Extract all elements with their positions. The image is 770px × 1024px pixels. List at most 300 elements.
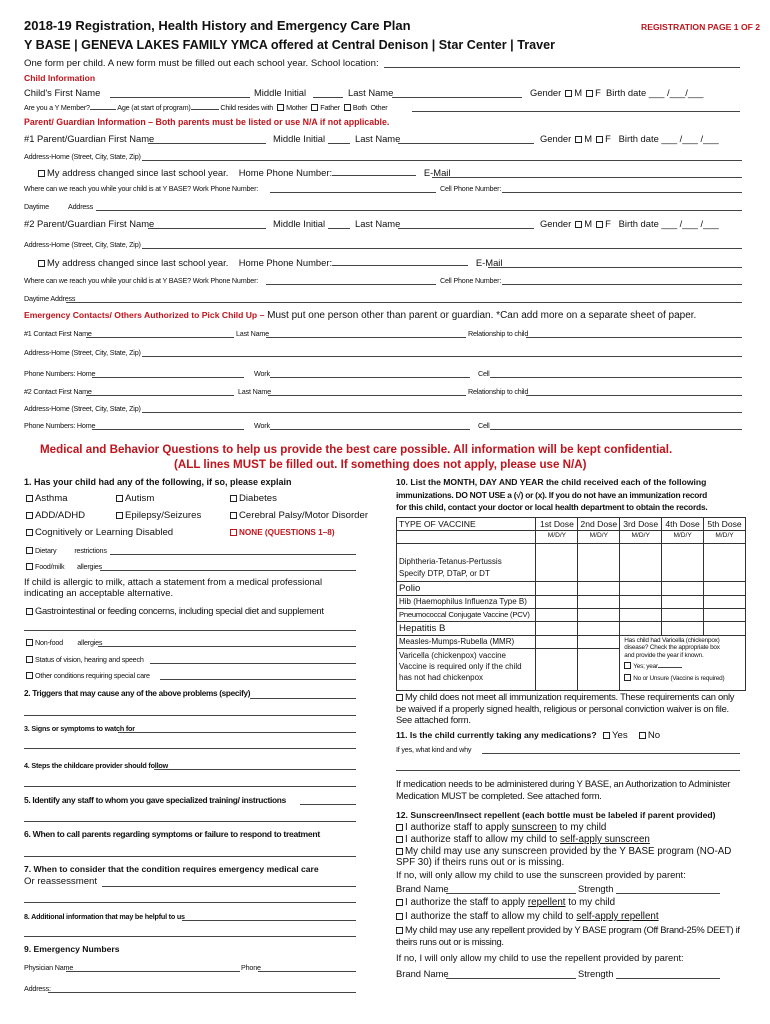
c2-last-field[interactable] xyxy=(268,395,466,396)
status-field[interactable] xyxy=(150,663,356,664)
repellent-row2 xyxy=(396,911,659,922)
p2-gender-f-checkbox[interactable] xyxy=(596,221,603,228)
c1-home-phone-field[interactable] xyxy=(92,377,244,378)
f-label: F xyxy=(605,218,611,229)
c2-address-label: Address-Home (Street, City, State, Zip) xyxy=(24,404,141,413)
vaccine-row-hib xyxy=(397,596,746,609)
age-label: Age (at start of program) xyxy=(117,103,191,112)
dose-cell[interactable] xyxy=(662,582,704,596)
cond-asthma xyxy=(22,493,68,504)
dose5-header: 5th Dose xyxy=(704,518,746,531)
age-field[interactable] xyxy=(191,109,219,110)
var-label-3: has not had chickenpox xyxy=(399,673,484,682)
no-unsure-label: No or Unsure (Vaccine is required) xyxy=(633,674,725,682)
autism-label: Autism xyxy=(125,493,155,504)
q7-field-2[interactable] xyxy=(24,902,356,903)
q8-field-2[interactable] xyxy=(24,936,356,937)
child-last-name-label: Last Name xyxy=(348,87,394,98)
c1-cell-label: Cell xyxy=(478,369,490,378)
varicella-disease-cell xyxy=(620,636,746,691)
c1-work-label: Work xyxy=(254,369,270,378)
vaccine-row-hepb xyxy=(397,622,746,636)
guardian-heading: Parent/ Guardian Information – Both parents must be listed or use N/A if not applicable. xyxy=(24,117,390,127)
dose-cell[interactable] xyxy=(536,622,578,636)
gender-m-checkbox[interactable] xyxy=(565,90,572,97)
blank-cell xyxy=(397,531,536,544)
dose1-header: 1st Dose xyxy=(536,518,578,531)
vaccine-row-dtp xyxy=(397,544,746,582)
varicella-cell xyxy=(397,649,536,691)
q11-row xyxy=(396,730,660,741)
foodmilk-field[interactable] xyxy=(100,570,356,571)
p2-email-field[interactable] xyxy=(488,267,742,268)
member-field[interactable] xyxy=(90,109,116,110)
emergency-heading-note: Must put one person other than parent or guardian. *Can add more on a separate sheet of paper. xyxy=(267,310,697,321)
repellent-if-no: If no, I will only allow my child to use the repellent provided by parent: xyxy=(396,952,684,963)
self-apply-sunscreen-word: self-apply sunscreen xyxy=(560,834,650,845)
dtp-specify: Specify DTP, DTaP, or DT xyxy=(399,569,490,578)
p2-cell-label: Cell Phone Number: xyxy=(440,276,502,285)
mother-checkbox[interactable] xyxy=(277,104,284,111)
none-checkbox[interactable] xyxy=(230,529,237,536)
cognitive-checkbox[interactable] xyxy=(26,529,33,536)
c1-last-field[interactable] xyxy=(266,337,466,338)
diabetes-checkbox[interactable] xyxy=(230,495,237,502)
m-label: M xyxy=(584,133,593,144)
p2-middle-initial-field[interactable] xyxy=(328,228,350,229)
c1-first-label: #1 Contact First Name xyxy=(24,329,92,338)
dose-cell[interactable] xyxy=(662,596,704,609)
dietary-checkbox[interactable] xyxy=(26,547,33,554)
mdy-row xyxy=(397,531,746,544)
p2-middle-initial-label: Middle Initial xyxy=(273,218,326,229)
dtp-label: Diphtheria-Tetanus-Pertussis xyxy=(399,557,502,566)
c1-address-label: Address-Home (Street, City, State, Zip) xyxy=(24,348,141,357)
sunscreen-row1 xyxy=(396,822,606,833)
hib-label: Hib (Haemophilus Influenza Type B) xyxy=(397,596,536,609)
address-changed-label: My address changed since last school year. xyxy=(47,167,229,178)
f-label: F xyxy=(605,133,611,144)
medical-subheading: (ALL lines MUST be filled out. If something does not apply, please use N/A) xyxy=(174,458,587,471)
cond-epilepsy xyxy=(112,510,201,521)
p2-home-phone-field[interactable] xyxy=(332,265,468,266)
q3-field-2[interactable] xyxy=(24,748,356,749)
diabetes-label: Diabetes xyxy=(239,493,277,504)
p1-reach-label: Where can we reach you while your child is at Y BASE? Work Phone Number: xyxy=(24,184,259,193)
birth-date-label: Birth date ___ /___ /___ xyxy=(618,133,719,144)
dose-cell[interactable] xyxy=(578,582,620,596)
autism-checkbox[interactable] xyxy=(116,495,123,502)
emergency-heading xyxy=(24,310,696,321)
milk-note: If child is allergic to milk, attach a statement from a medical professional indicating an acceptable alternative. xyxy=(24,576,323,598)
child-middle-initial-field[interactable] xyxy=(313,97,343,98)
q5-field-2[interactable] xyxy=(24,821,356,822)
polio-label: Polio xyxy=(397,582,536,596)
dose-cell[interactable] xyxy=(662,544,704,582)
q3-label: 3. Signs or symptoms to watch for xyxy=(24,724,135,733)
p2-first-name-field[interactable] xyxy=(148,228,266,229)
birth-date-label: Birth date ___ /___/___ xyxy=(606,87,704,98)
c1-first-field[interactable] xyxy=(86,337,234,338)
p2-address-field[interactable] xyxy=(142,248,742,249)
cond-diabetes xyxy=(226,493,277,504)
dose-cell[interactable] xyxy=(704,596,746,609)
cond-cp xyxy=(226,510,368,521)
q5-label: 5. Identify any staff to whom you gave specialized training/ instructions xyxy=(24,795,286,805)
apply-sunscreen-checkbox[interactable] xyxy=(396,824,403,831)
pcv-label: Pneumococcal Conjugate Vaccine (PCV) xyxy=(397,609,536,622)
self-apply-sunscreen-checkbox[interactable] xyxy=(396,836,403,843)
q3-field[interactable] xyxy=(118,732,356,733)
cp-label: Cerebral Palsy/Motor Disorder xyxy=(239,510,369,521)
f-label: F xyxy=(595,87,601,98)
mdy-cell: M/D/Y xyxy=(662,531,704,544)
p2-cell-field[interactable] xyxy=(502,284,742,285)
dose-cell[interactable] xyxy=(620,596,662,609)
sunscreen-row2 xyxy=(396,834,650,845)
member-label: Are you a Y Member? xyxy=(24,103,90,112)
restrictions-label: restrictions xyxy=(74,546,107,555)
special-checkbox[interactable] xyxy=(26,672,33,679)
repellent-word: repellent xyxy=(527,897,566,908)
c1-last-label: Last Name xyxy=(236,329,269,338)
status-checkbox[interactable] xyxy=(26,656,33,663)
allow-self-label: I authorize staff to allow my child to xyxy=(405,834,558,845)
c1-cell-field[interactable] xyxy=(490,377,742,378)
none-label: NONE (QUESTIONS 1–8) xyxy=(239,528,335,537)
m-label: M xyxy=(574,87,583,98)
repellent-brand-field[interactable] xyxy=(446,978,576,979)
physician-address-field[interactable] xyxy=(48,992,356,993)
dose-cell[interactable] xyxy=(578,622,620,636)
allergies-label: allergies xyxy=(76,562,102,571)
q11-label: 11. Is the child currently taking any medications? xyxy=(396,730,597,740)
p2-first-name-label: #2 Parent/Guardian First Name xyxy=(24,218,155,229)
dose-cell[interactable] xyxy=(578,636,620,649)
p1-gender-f-checkbox[interactable] xyxy=(596,136,603,143)
p1-home-phone-field[interactable] xyxy=(332,175,416,176)
dose-cell[interactable] xyxy=(704,609,746,622)
q6-field[interactable] xyxy=(24,856,356,857)
p2-changed-row xyxy=(34,257,502,268)
q7b-label: Or reassessment xyxy=(24,876,98,887)
p1-changed-row xyxy=(34,167,450,178)
no-label: No xyxy=(647,730,661,741)
q7-field[interactable] xyxy=(102,886,356,887)
dietary-field[interactable] xyxy=(110,554,356,555)
meds-yes-checkbox[interactable] xyxy=(603,732,610,739)
p1-cell-label: Cell Phone Number: xyxy=(440,184,502,193)
var-label-2: Vaccine is required only if the child xyxy=(399,662,522,671)
c1-relationship-label: Relationship to child xyxy=(468,329,529,338)
var-note-2: disease? Check the appropriate box xyxy=(624,644,720,652)
dose-cell[interactable] xyxy=(620,609,662,622)
child-last-name-field[interactable] xyxy=(392,97,522,98)
hepb-label: Hepatitis B xyxy=(397,622,536,636)
nonfood-label: Non-food xyxy=(35,638,63,647)
waiver-checkbox[interactable] xyxy=(396,694,403,701)
varicella-year-field[interactable] xyxy=(658,667,682,668)
dose-cell[interactable] xyxy=(704,544,746,582)
yes-label: Yes xyxy=(611,730,628,741)
p1-last-name-field[interactable] xyxy=(398,143,534,144)
q9-label: 9. Emergency Numbers xyxy=(24,944,120,954)
p2-daytime-address-field[interactable] xyxy=(66,302,742,303)
apply-repellent-checkbox[interactable] xyxy=(396,899,403,906)
child-middle-initial-label: Middle Initial xyxy=(254,87,307,98)
cond-autism xyxy=(112,493,154,504)
adhd-label: ADD/ADHD xyxy=(35,510,86,521)
mdy-cell: M/D/Y xyxy=(704,531,746,544)
child-info-heading: Child Information xyxy=(24,73,96,83)
dose-cell[interactable] xyxy=(536,544,578,582)
p1-address-changed-checkbox[interactable] xyxy=(38,170,45,177)
c2-first-label: #2 Contact First Name xyxy=(24,387,92,396)
q4-label: 4. Steps the childcare provider should follow xyxy=(24,761,168,770)
vaccine-header-row xyxy=(397,518,746,531)
c2-address-field[interactable] xyxy=(142,412,742,413)
p1-gender-m-checkbox[interactable] xyxy=(575,136,582,143)
yes-year-label: Yes; year xyxy=(633,663,658,671)
dose-cell[interactable] xyxy=(578,609,620,622)
q6-label: 6. When to call parents regarding symptoms or failure to respond to treatment xyxy=(24,829,320,839)
meds-kind-field-2[interactable] xyxy=(396,770,740,771)
dose-cell[interactable] xyxy=(536,582,578,596)
q10-line1: 10. List the MONTH, DAY AND YEAR the child received each of the following xyxy=(396,477,707,487)
dose-cell[interactable] xyxy=(662,622,704,636)
child-row2 xyxy=(24,103,387,112)
p1-address-field[interactable] xyxy=(142,160,742,161)
repellent-strength-field[interactable] xyxy=(616,978,720,979)
sunscreen-brand-field[interactable] xyxy=(446,893,576,894)
waiver-text: My child does not meet all immunization requirements. These requirements can only be waived if a properly signed health, religious or personal conviction waiver is on file. See attached form. xyxy=(396,691,735,725)
resides-label: Child resides with xyxy=(220,103,274,112)
sunscreen-row3 xyxy=(396,846,746,868)
adhd-checkbox[interactable] xyxy=(26,512,33,519)
q7-label: 7. When to consider that the condition requires emergency medical care xyxy=(24,864,319,874)
dtp-cell xyxy=(397,544,536,582)
dose-cell[interactable] xyxy=(704,622,746,636)
child-first-name-label: Child's First Name xyxy=(24,87,101,98)
father-checkbox[interactable] xyxy=(311,104,318,111)
c1-relationship-field[interactable] xyxy=(526,337,742,338)
dose-cell[interactable] xyxy=(536,609,578,622)
p1-work-phone-field[interactable] xyxy=(270,192,436,193)
nonfood-checkbox[interactable] xyxy=(26,639,33,646)
dose4-header: 4th Dose xyxy=(662,518,704,531)
home-phone-label: Home Phone Number: xyxy=(238,257,333,268)
p1-daytime-label: Daytime xyxy=(24,202,49,211)
varicella-yes-checkbox[interactable] xyxy=(624,662,631,669)
auth-repellent2-label: I authorize the staff to allow my child to xyxy=(405,911,574,922)
varicella-no-checkbox[interactable] xyxy=(624,674,631,681)
c2-work-field[interactable] xyxy=(270,429,470,430)
vaccine-table xyxy=(396,517,746,691)
dose-cell[interactable] xyxy=(536,596,578,609)
repellent-row3 xyxy=(396,924,746,948)
both-label: Both xyxy=(352,103,367,112)
sunscreen-if-no: If no, will only allow my child to use the sunscreen provided by parent: xyxy=(396,869,686,880)
mdy-cell: M/D/Y xyxy=(620,531,662,544)
asthma-checkbox[interactable] xyxy=(26,495,33,502)
to-child-label: to my child xyxy=(568,897,616,908)
self-apply-repellent-checkbox[interactable] xyxy=(396,913,403,920)
mother-label: Mother xyxy=(286,103,308,112)
q8-field[interactable] xyxy=(182,920,356,921)
physician-address-label: Address: xyxy=(24,984,51,993)
to-child-label: to my child xyxy=(559,822,607,833)
both-checkbox[interactable] xyxy=(344,104,351,111)
birth-date-label: Birth date ___ /___ /___ xyxy=(618,218,719,229)
physician-phone-label: Phone xyxy=(241,963,261,972)
any-sunscreen-checkbox[interactable] xyxy=(396,848,403,855)
mdy-cell: M/D/Y xyxy=(536,531,578,544)
gi-label: Gastrointestinal or feeding concerns, including special diet and supplement xyxy=(35,605,324,616)
p1-middle-initial-field[interactable] xyxy=(328,143,350,144)
mmr-label: Measles-Mumps-Rubella (MMR) xyxy=(397,636,536,649)
allergies-label: allergies xyxy=(77,638,103,647)
p2-last-name-label: Last Name xyxy=(355,218,401,229)
c1-phone-label: Phone Numbers: Home xyxy=(24,369,96,378)
if-yes-label: If yes, what kind and why xyxy=(396,745,472,754)
gi-field[interactable] xyxy=(24,630,356,631)
q12-text: 12. Sunscreen/Insect repellent (each bottle must be labeled if parent provided) xyxy=(396,810,716,820)
q2-field[interactable] xyxy=(250,698,356,699)
p1-first-name-field[interactable] xyxy=(148,143,266,144)
dose-cell[interactable] xyxy=(536,636,578,649)
foodmilk-checkbox[interactable] xyxy=(26,563,33,570)
physician-field[interactable] xyxy=(66,971,240,972)
resides-other-field[interactable] xyxy=(412,111,740,112)
dietary-label: Dietary xyxy=(35,546,57,555)
q2-label: 2. Triggers that may cause any of the above problems (specify) xyxy=(24,689,251,698)
epilepsy-label: Epilepsy/Seizures xyxy=(125,510,202,521)
home-phone-label: Home Phone Number: xyxy=(238,167,333,178)
p1-gender xyxy=(540,133,719,144)
cond-none xyxy=(226,528,335,537)
q5-field[interactable] xyxy=(300,804,356,805)
p1-cell-field[interactable] xyxy=(502,192,742,193)
c2-work-label: Work xyxy=(254,421,270,430)
repellent-strength-label: Strength xyxy=(578,968,614,979)
meds-kind-field[interactable] xyxy=(482,753,740,754)
gender-label: Gender xyxy=(540,218,572,229)
dose-cell[interactable] xyxy=(620,544,662,582)
p1-daytime-address-field[interactable] xyxy=(96,210,742,211)
p2-address-label: Address-Home (Street, City, State, Zip) xyxy=(24,240,141,249)
p1-middle-initial-label: Middle Initial xyxy=(273,133,326,144)
c2-phone-label: Phone Numbers: Home xyxy=(24,421,96,430)
q4-field-2[interactable] xyxy=(24,786,356,787)
c2-relationship-field[interactable] xyxy=(526,395,742,396)
sunscreen-strength-field[interactable] xyxy=(616,893,720,894)
p1-first-name-label: #1 Parent/Guardian First Name xyxy=(24,133,155,144)
q8-label: 8. Additional information that may be helpful to us xyxy=(24,912,185,921)
p2-reach-label: Where can we reach you while your child is at Y BASE? Work Phone Number: xyxy=(24,276,259,285)
cp-checkbox[interactable] xyxy=(230,512,237,519)
asthma-label: Asthma xyxy=(35,493,68,504)
dose-cell[interactable] xyxy=(662,609,704,622)
any-repellent-label: My child may use any repellent provided by Y BASE program (Off Brand-25% DEET) if theirs runs out or is missing. xyxy=(396,924,740,947)
q4-field[interactable] xyxy=(154,769,356,770)
dose-cell[interactable] xyxy=(578,649,620,691)
mdy-cell: M/D/Y xyxy=(578,531,620,544)
q12-label xyxy=(396,809,715,820)
vaccine-row-polio xyxy=(397,582,746,596)
repellent-brand-label: Brand Name xyxy=(396,968,449,979)
self-apply-repellent-word: self-apply repellent xyxy=(576,911,659,922)
q10-line3: for this child, contact your doctor or local health department to obtain the records. xyxy=(396,502,708,512)
dose-cell[interactable] xyxy=(620,582,662,596)
physician-phone-field[interactable] xyxy=(258,971,356,972)
dose-cell[interactable] xyxy=(578,596,620,609)
auth-staff-label: I authorize staff to apply xyxy=(405,822,509,833)
c1-work-field[interactable] xyxy=(270,377,470,378)
p2-gender-m-checkbox[interactable] xyxy=(575,221,582,228)
email-label: E-Mail xyxy=(423,167,451,178)
p2-daytime-address-label: Daytime Address xyxy=(24,294,76,303)
p1-last-name-label: Last Name xyxy=(355,133,401,144)
c2-home-phone-field[interactable] xyxy=(92,429,244,430)
special-row xyxy=(22,671,150,680)
c2-first-field[interactable] xyxy=(86,395,234,396)
nonfood-row xyxy=(22,638,102,647)
q2-field-2[interactable] xyxy=(24,715,356,716)
gender-label: Gender xyxy=(540,133,572,144)
dose3-header: 3rd Dose xyxy=(620,518,662,531)
child-gender xyxy=(530,87,704,98)
var-note-1: Has child had Varicella (chickenpox) xyxy=(624,637,720,644)
c1-address-field[interactable] xyxy=(142,356,742,357)
other-label: Other xyxy=(370,103,388,112)
nonfood-field[interactable] xyxy=(98,646,356,647)
c2-last-label: Last Name xyxy=(238,387,271,396)
c2-cell-field[interactable] xyxy=(490,429,742,430)
gi-checkbox[interactable] xyxy=(26,608,33,615)
c2-cell-label: Cell xyxy=(478,421,490,430)
instructions: One form per child. A new form must be filled out each school year. School location: xyxy=(24,58,379,69)
auth-repellent-label: I authorize the staff to apply xyxy=(405,897,526,908)
dietary-row xyxy=(22,546,107,555)
dose-cell[interactable] xyxy=(536,649,578,691)
var-note-3: and provide the year if known. xyxy=(624,651,704,659)
school-location-field[interactable] xyxy=(384,67,740,68)
p2-work-phone-field[interactable] xyxy=(266,284,436,285)
child-first-name-field[interactable] xyxy=(110,97,250,98)
special-field[interactable] xyxy=(160,679,356,680)
dose-cell[interactable] xyxy=(704,582,746,596)
m-label: M xyxy=(584,218,593,229)
status-row xyxy=(22,655,144,664)
p2-last-name-field[interactable] xyxy=(398,228,534,229)
gi-row xyxy=(22,605,324,616)
foodmilk-label: Food/milk xyxy=(35,562,65,571)
meds-no-checkbox[interactable] xyxy=(639,732,646,739)
sunscreen-brand-label: Brand Name xyxy=(396,883,449,894)
any-repellent-checkbox[interactable] xyxy=(396,927,403,934)
p1-address-label: Address-Home (Street, City, State, Zip) xyxy=(24,152,141,161)
sunscreen-word: sunscreen xyxy=(511,822,557,833)
p1-email-field[interactable] xyxy=(432,177,742,178)
sunscreen-strength-label: Strength xyxy=(578,883,614,894)
dose-cell[interactable] xyxy=(620,622,662,636)
meds-admin-note: If medication needs to be administered during Y BASE, an Authorization to Administer Medication MUST be completed. See attached form. xyxy=(396,778,731,801)
epilepsy-checkbox[interactable] xyxy=(116,512,123,519)
dose-cell[interactable] xyxy=(578,544,620,582)
gender-f-checkbox[interactable] xyxy=(586,90,593,97)
p2-address-changed-checkbox[interactable] xyxy=(38,260,45,267)
cond-adhd xyxy=(22,510,85,521)
